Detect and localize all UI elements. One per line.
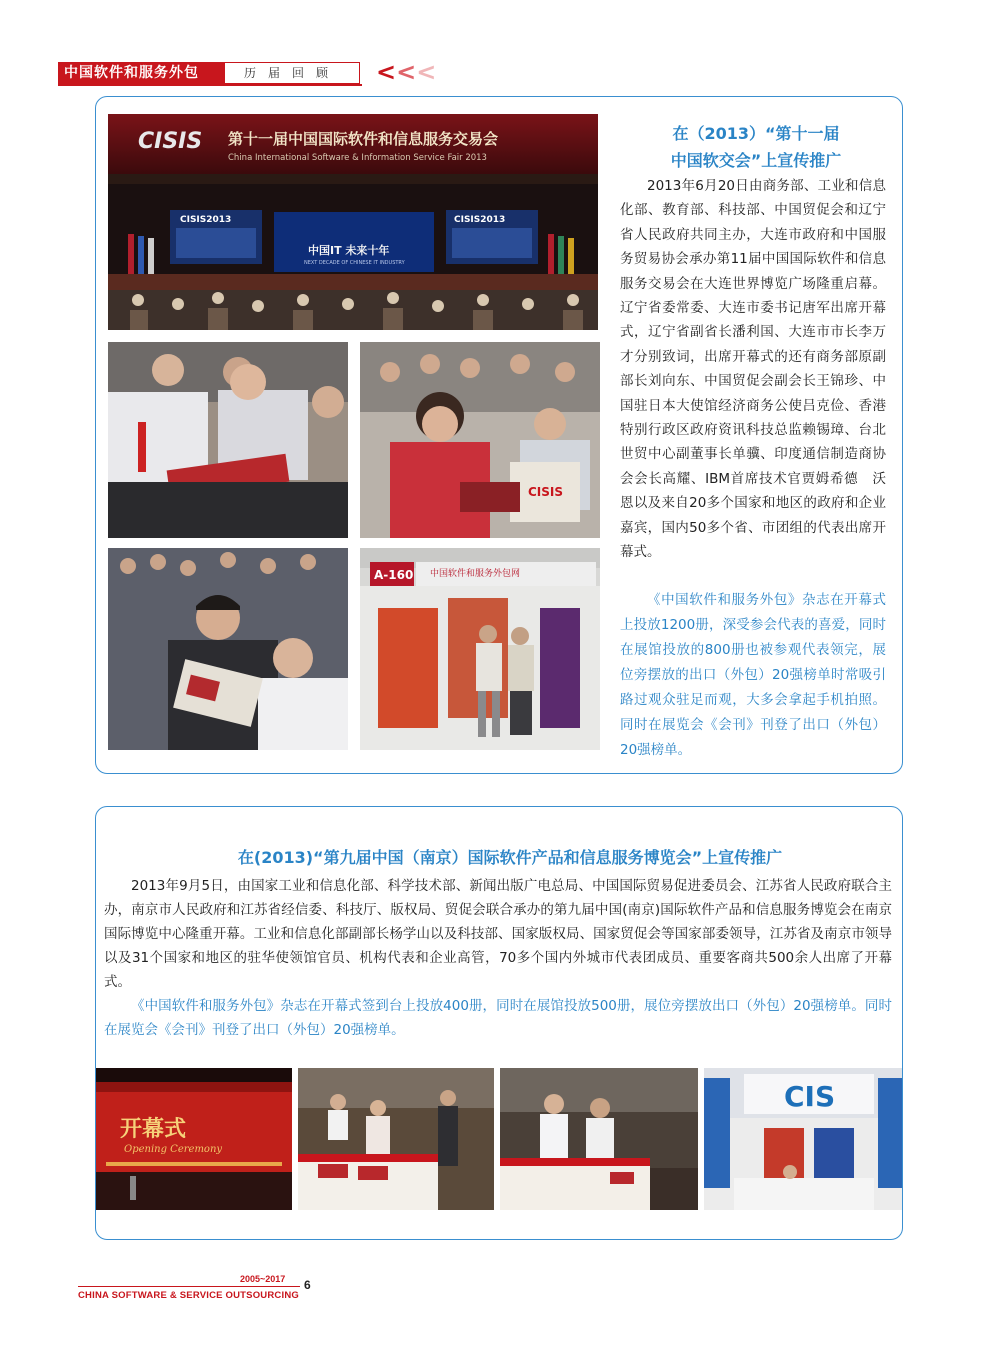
page-number: 6 <box>304 1278 311 1292</box>
photo-opening-hall <box>108 114 598 330</box>
section2-highlight: 《中国软件和服务外包》杂志在开幕式签到台上投放400册，同时在展馆投放500册，展位旁摆放出口（外包）20强榜单。同时在展览会《会刊》刊登了出口（外包）20强榜单。 <box>104 998 892 1038</box>
section1-highlight: 《中国软件和服务外包》杂志在开幕式上投放1200册，深受参会代表的喜爱，同时在展馆投放的800册也被参观代表领完，展位旁摆放的出口（外包）20强榜单时常吸引路过观众驻足而观，大多会拿起手机拍照。同时在展览会《会刊》刊登了出口（外包）20强榜单。 <box>620 592 886 758</box>
header-rule <box>58 84 362 86</box>
section-label: 历届回顾 <box>243 66 340 80</box>
section1-title-line2: 中国软交会”上宣传推广 <box>670 151 842 170</box>
section-label-tab <box>224 62 360 84</box>
section2-title: 在(2013)“第九届中国（南京）国际软件产品和信息服务博览会”上宣传推广 <box>237 848 783 867</box>
booth-sign: 中国软件和服务外包网 <box>430 569 521 579</box>
screen-right-logo: CISIS2013 <box>454 215 506 225</box>
photo-attendees-reading-3 <box>108 548 348 750</box>
footer-english-title: CHINA SOFTWARE & SERVICE OUTSOURCING <box>78 1290 299 1301</box>
photo-attendees-reading-1 <box>108 342 348 538</box>
footer-years: 2005~2017 <box>240 1274 286 1284</box>
screen-left-logo: CISIS2013 <box>180 215 232 225</box>
banner-title-en: China International Software & Information Service Fair 2013 <box>228 153 487 163</box>
magazine-title: 中国软件和服务外包 <box>64 65 199 81</box>
footer-rule <box>78 1286 300 1287</box>
screen-center-text: 中国IT 未来十年 <box>308 244 390 257</box>
photo-signin-desk-1 <box>298 1068 494 1210</box>
section1-title <box>612 120 900 174</box>
ceremony-screen-text-en: Opening Ceremony <box>124 1144 223 1155</box>
screen-center-sub: NEXT DECADE OF CHINESE IT INDUSTRY <box>304 260 405 266</box>
chevron-left-icon: <<< <box>376 58 437 86</box>
photo-signin-desk-2 <box>500 1068 698 1210</box>
banner-title-cn: 第十一届中国国际软件和信息服务交易会 <box>228 130 499 148</box>
banner-logo: CISIS <box>138 129 203 154</box>
photo-cis-booth <box>704 1068 902 1210</box>
section2-body: 2013年9月5日，由国家工业和信息化部、科学技术部、新闻出版广电总局、中国国际贸易促进委员会、江苏省人民政府联合主办，南京市人民政府和江苏省经信委、科技厅、版权局、贸促会联合承办的第九届中国(南京)国际软件产品和信息服务博览会在南京国际博览中心隆重开幕。工业和信息化部副部长杨学山以及科技部、国家版权局、国家贸促会等国家部委领导，江苏省及南京市领导以及31个国家和地区的驻华使领馆官员、机构代表和企业高管，70多个国内外城市代表团成员、重要客商共500余人出席了开幕式。 <box>104 878 892 990</box>
ceremony-screen-text: 开幕式 <box>120 1116 187 1142</box>
photo-attendees-reading-2 <box>360 342 600 538</box>
photo-booth-a160 <box>360 548 600 750</box>
booth-cis-logo: CIS <box>784 1080 836 1113</box>
section1-title-line1: 在（2013）“第十一届 <box>672 124 840 143</box>
section1-body: 2013年6月20日由商务部、工业和信息化部、教育部、科技部、中国贸促会和辽宁省人民政府共同主办，大连市政府和中国服务贸易协会承办第11届中国国际软件和信息服务交易会在大连世界博览广场隆重启幕。辽宁省委常委、大连市委书记唐军出席开幕式，辽宁省副省长潘利国、大连市市长李万才分别致词，出席开幕式的还有商务部原副部长刘向东、中国贸促会副会长王锦珍、中国驻日本大使馆经济商务公使吕克俭、香港特别行政区政府资讯科技总监赖锡璋、台北世贸中心副董事长单骥、印度通信制造商协会会长高耀、IBM首席技术官贾姆希德 沃恩以及来自20多个国家和地区的政府和企业嘉宾，国内50多个省、市团组的代表出席开幕式。 <box>620 178 886 561</box>
booth-number: A-160 <box>374 568 414 582</box>
photo-opening-ceremony <box>96 1068 292 1210</box>
bag-logo: CISIS <box>528 485 564 499</box>
magazine-title-tab <box>58 62 224 84</box>
